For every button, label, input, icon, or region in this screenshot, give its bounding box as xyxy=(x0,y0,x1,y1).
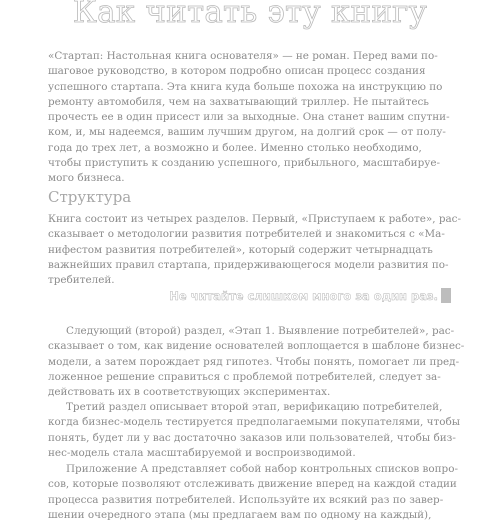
text-line: ком, и, мы надеемся, вашим лучшим другом, на долгий срок — от полу- xyxy=(48,126,446,139)
text-line: шаговое руководство, в котором подробно описан процесс создания xyxy=(48,65,426,78)
text-line: прочесть ее в один присест или за выходные. Она станет вашим спутни- xyxy=(48,111,450,124)
text-line: когда бизнес-модель тестируется предполагаемыми покупателями, чтобы xyxy=(48,416,461,429)
text-line: «Стартап: Настольная книга основателя» — не роман. Перед вами по- xyxy=(48,50,438,62)
section-heading: Структура xyxy=(48,188,132,206)
text-line: требителей. xyxy=(48,274,115,287)
text-line: нес-модель стала масштабируемой и воспроизводимой. xyxy=(48,446,356,459)
text-line: года до трех лет, а возможно и более. Именно столько необходимо, xyxy=(48,141,422,154)
text-line: действовать их в соответствующих экспериментах. xyxy=(48,386,331,399)
text-line: мого бизнеса. xyxy=(48,172,125,185)
text-line: сказывает о методологии развития потребителей и знакомиться с «Ма- xyxy=(48,228,445,241)
intro-paragraph xyxy=(48,49,460,187)
text-line: ремонту автомобиля, чем на захватывающий триллер. Не пытайтесь xyxy=(48,95,429,108)
structure-paragraph xyxy=(48,212,460,288)
text-line: чтобы приступить к созданию успешного, прибыльного, масштабируе- xyxy=(48,157,441,170)
text-line: Третий раздел описывает второй этап, верификацию потребителей, xyxy=(66,401,443,413)
body-paragraph-1 xyxy=(48,324,465,400)
body-paragraph-3 xyxy=(48,462,460,523)
tip-text: Не читайте слишком много за один раз. xyxy=(169,289,438,303)
page-title: Как читать эту книгу xyxy=(72,0,428,30)
text-line: важнейших правил стартапа, придерживающегося модели развития по- xyxy=(48,258,449,271)
text-line: шении очередного этапа (мы предлагаем вам по одному на каждый), xyxy=(48,508,432,521)
tip-marker xyxy=(441,288,451,303)
text-line: Приложение А представляет собой набор контрольных списков вопро- xyxy=(66,463,458,475)
text-line: процесса развития потребителей. Используйте их всякий раз по завер- xyxy=(48,493,444,506)
body-paragraph-2 xyxy=(48,400,460,461)
text-line: нифестом развития потребителей», который содержит четырнадцать xyxy=(48,243,433,256)
text-line: ложенное решение справиться с проблемой потребителей, следует за- xyxy=(48,370,441,383)
text-line: сов, которые позволяют отслеживать движение вперед на каждой стадии xyxy=(48,478,457,491)
text-line: модели, а затем порождает ряд гипотез. Чтобы понять, помогает ли пред- xyxy=(48,355,460,368)
tip-callout xyxy=(0,286,500,306)
text-line: Следующий (второй) раздел, «Этап 1. Выявление потребителей», рас- xyxy=(66,325,455,337)
text-line: понять, будет ли у вас достаточно заказов или пользователей, чтобы биз- xyxy=(48,431,456,444)
text-line: сказывает о том, как видение основателей воплощается в шаблоне бизнес- xyxy=(48,340,465,353)
text-line: успешного стартапа. Эта книга куда больше похожа на инструкцию по xyxy=(48,80,443,93)
text-line: Книга состоит из четырех разделов. Первый, «Приступаем к работе», рас- xyxy=(48,213,462,225)
